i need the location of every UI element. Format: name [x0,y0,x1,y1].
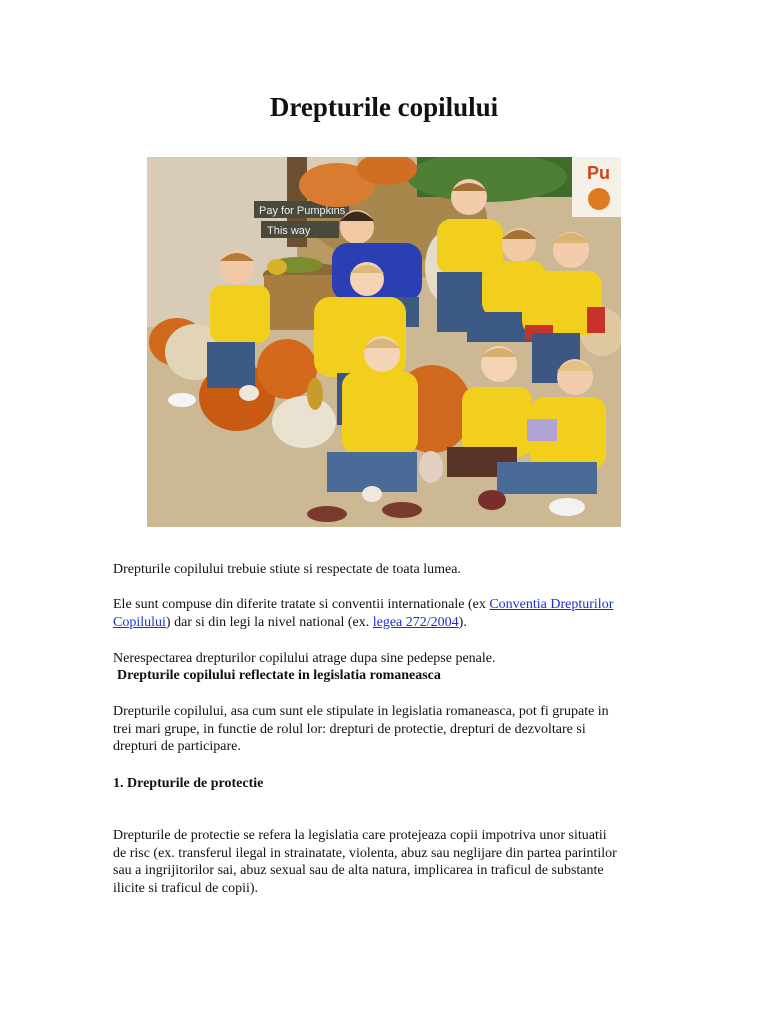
intro-paragraph: Drepturile copilului trebuie stiute si respectate de toata lumea. [113,562,461,577]
sign-text-pu: Pu [587,163,611,183]
legea-link[interactable]: legea 272/2004 [372,614,459,630]
protection-line-4: ilicite si traficul de copii). [113,880,259,896]
sources-text-2: ) dar si din legi la nivel national (ex. [165,614,373,630]
protection-paragraph [113,827,693,897]
penalties-paragraph: Nerespectarea drepturilor copilului atrage dupa sine pedepse penale. [113,651,496,666]
conventia-link-line2: Copilului [113,614,166,630]
conventia-link-line1: Conventia Drepturilor [489,597,614,612]
legislation-subtitle: Drepturile copilului reflectate in legislatia romaneasca [117,668,441,683]
sign-text-way: This way [267,225,311,237]
sources-paragraph [113,596,673,631]
groups-line-1: Drepturile copilului, asa cum sunt ele stipulate in legislatia romaneasca, pot fi grupate in [113,704,609,719]
protection-line-3: sau a ingrijitorilor sai, abuz sexual sau de alta natura, implicarea in traficul de substante [113,863,604,878]
groups-paragraph [113,703,673,756]
page-title: Drepturile copilului [269,92,499,122]
children-pumpkins-photo [147,157,621,527]
groups-line-2: trei mari grupe, in functie de rolul lor: drepturi de protectie, drepturi de dezvoltare si [113,721,586,737]
protection-line-2: de risc (ex. transferul ilegal in strainatate, violenta, abuz sau neglijare din partea parintilor [113,845,617,861]
protection-line-1: Drepturile de protectie se refera la legislatia care protejeaza copii impotriva unor situatii [113,828,607,843]
sign-text-pay: Pay for Pumpkins [259,205,346,217]
sources-text-1: Ele sunt compuse din diferite tratate si conventii internationale (ex [113,597,490,612]
groups-line-3: drepturi de participare. [113,739,241,754]
sources-text-3: ). [458,614,467,630]
section-heading-protectie: 1. Drepturile de protectie [113,776,264,791]
